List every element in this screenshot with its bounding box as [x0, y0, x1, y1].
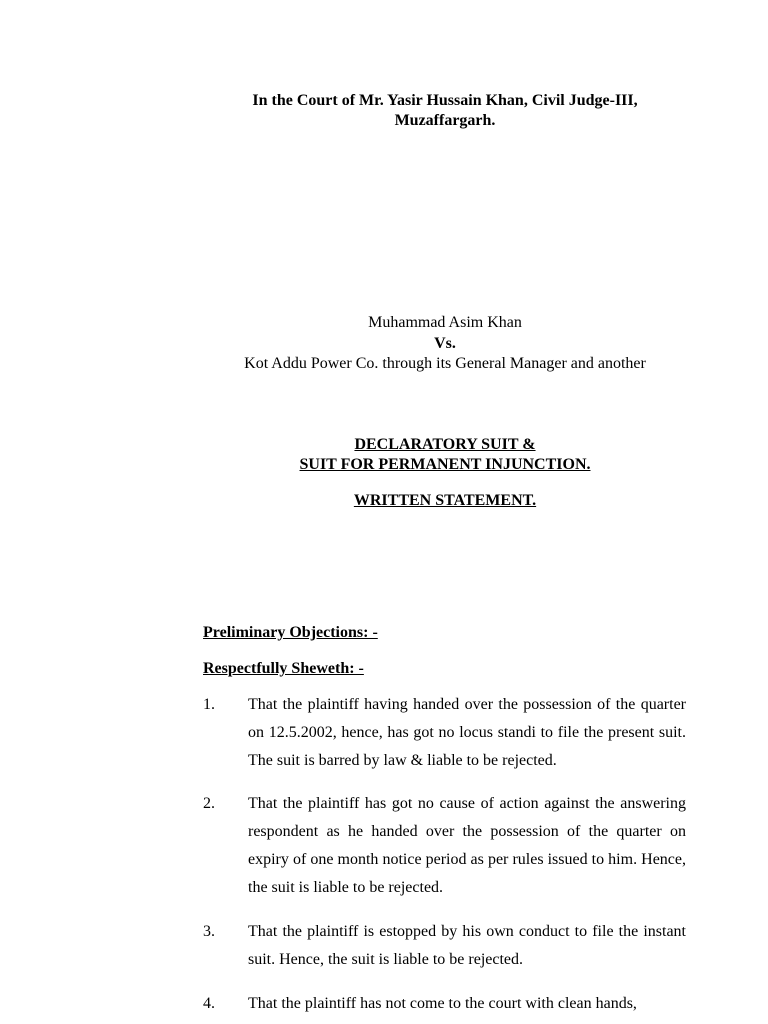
plaintiff-name: Muhammad Asim Khan	[368, 314, 522, 331]
court-title	[200, 91, 690, 131]
objection-text: That the plaintiff has not come to the court with clean hands,	[248, 995, 637, 1012]
objection-item-1	[203, 691, 686, 775]
objection-number: 3.	[203, 923, 215, 940]
suit-title-line-1: DECLARATORY SUIT &	[354, 436, 536, 453]
suit-title-line-2: SUIT FOR PERMANENT INJUNCTION.	[299, 456, 591, 473]
court-title-line-2: Muzaffargarh.	[394, 112, 496, 129]
written-statement-title: WRITTEN STATEMENT.	[353, 492, 537, 509]
objection-text: That the plaintiff having handed over the possession of the quarter on 12.5.2002, hence, has got no locus standi to file the present suit. The suit is barred by law & liable to be rejected.	[248, 696, 686, 769]
respectfully-sheweth-heading: Respectfully Sheweth: -	[203, 660, 364, 677]
preliminary-objections-heading: Preliminary Objections: -	[203, 624, 378, 641]
objection-text: That the plaintiff is estopped by his own conduct to file the instant suit. Hence, the suit is liable to be rejected.	[248, 923, 686, 968]
case-parties	[160, 313, 730, 375]
objection-item-2	[203, 790, 686, 902]
objection-item-4	[203, 990, 686, 1018]
objection-number: 1.	[203, 696, 215, 713]
court-title-line-1: In the Court of Mr. Yasir Hussain Khan, Civil Judge-III,	[252, 92, 638, 109]
versus-label: Vs.	[434, 334, 456, 352]
objection-number: 4.	[203, 995, 215, 1012]
objection-item-3	[203, 918, 686, 974]
objection-number: 2.	[203, 795, 215, 812]
defendant-name: Kot Addu Power Co. through its General Manager and another	[244, 355, 646, 372]
objection-text: That the plaintiff has got no cause of action against the answering respondent as he handed over the possession of the quarter on expiry of one month notice period as per rules issued to him. Hence, the suit is liable to be rejected.	[248, 795, 686, 896]
suit-title	[200, 435, 690, 475]
